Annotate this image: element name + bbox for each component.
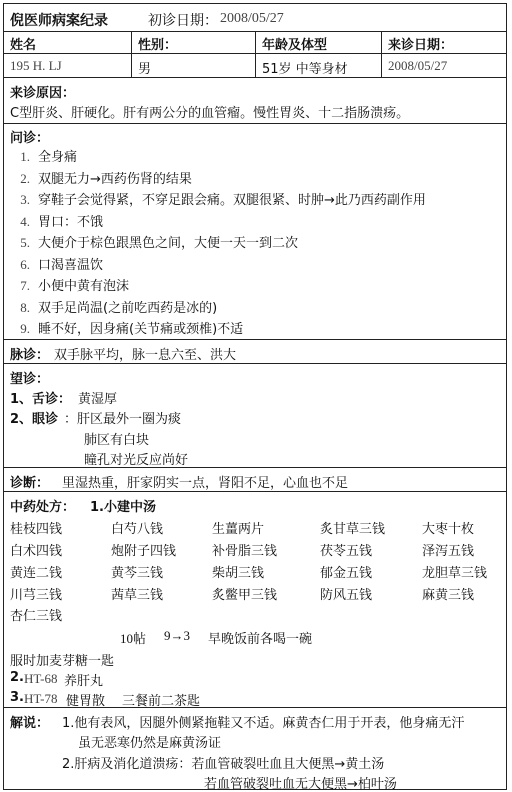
herb-item: 川芎三钱 [10,588,63,603]
list-item: 7. 小便中黄有泡沫 [20,278,130,294]
herb-item: 桂枝四钱 [10,522,63,537]
reason-label: 来诊原因： [10,86,76,101]
p3-code: HT-78 [24,691,58,706]
p2-name: 养肝丸 [64,674,104,689]
observation-label: 望诊： [10,372,50,387]
p3-note: 三餐前二茶匙 [122,694,201,709]
formula-name: 1.小建中汤 [90,500,156,515]
herb-item: 大枣十枚 [422,522,475,537]
p3-number: 3. [10,690,24,705]
herb-item: 黄连二钱 [10,566,63,581]
eye-line: 瞳孔对光反应尚好 [84,453,189,468]
list-item: 3. 穿鞋子会觉得紧，不穿足跟会痛。双腿很紧、时肿→此乃西药副作用 [20,192,426,208]
age-build-header: 年龄及体型 [256,32,382,53]
p2-number: 2. [10,670,24,685]
herb-item: 茜草三钱 [111,588,164,603]
herb-item: 生薑两片 [212,522,265,537]
explanation-line: 若血管破裂吐血无大便黑→柏叶汤 [204,777,397,792]
info-value-row [3,53,507,77]
pulse-text: 双手脉平均，脉一息六至、洪大 [54,348,237,363]
list-item: 6. 口渴喜温饮 [20,256,104,273]
eye-line: ：肝区最外一圈为痰 [64,412,182,427]
gender-header: 性别： [132,32,256,53]
dose-days: 9→3 [164,628,190,643]
tongue-text: 黄湿厚 [78,392,118,407]
explanation-line: 1.他有表风，因腿外侧紧拖鞋又不适。麻黄杏仁用于开表，他身痛无汗 [62,716,465,731]
tongue-label: 1、舌诊： [10,392,72,407]
herb-item: 麻黄三钱 [422,588,475,603]
pulse-label: 脉诊： [10,348,50,363]
prescription-section [3,491,507,707]
dose-note: 早晚饭前各喝一碗 [208,632,313,647]
visit-date-value: 2008/05/27 [388,58,448,73]
list-item: 1. 全身痛 [20,149,78,165]
diagnosis-text: 里湿热重，肝家阴实一点，肾阳不足，心血也不足 [62,476,349,491]
info-header-row [3,31,507,53]
visit-date-header: 来诊日期： [388,38,454,53]
diagnosis-label: 诊断： [10,476,50,491]
diagnosis-section [3,467,507,491]
explanation-line: 2.肝病及消化道溃疡：若血管破裂吐血且大便黑→黄土汤 [62,757,385,772]
herb-item: 炙甘草三钱 [320,522,386,537]
dose-count: 10帖 [120,631,147,646]
herb-item: 茯苓五钱 [320,544,373,559]
list-item: 9. 睡不好，因身痛(关节痛或颈椎)不适 [20,321,244,337]
inquiry-section [3,123,507,339]
herb-item: 炙鳖甲三钱 [212,588,278,603]
herb-item: 补骨脂三钱 [212,544,278,559]
patient-id: 195 H. LJ [4,54,132,77]
title-row [3,3,507,31]
herb-item: 白芍八钱 [111,522,164,537]
eye-line: 肺区有白块 [84,433,150,448]
prescription-label: 中药处方： [10,500,76,515]
eye-label: 2、眼诊 [10,412,59,427]
herb-item: 龙胆草三钱 [422,566,488,581]
herb-item: 郁金五钱 [320,566,373,581]
herb-item: 杏仁三钱 [10,609,63,624]
explanation-section [3,707,507,790]
extra-note: 服时加麦芽糖一匙 [10,654,115,669]
observation-section [3,363,507,467]
first-visit-date: 2008/05/27 [220,11,284,26]
p3-name: 健胃散 [66,694,106,709]
age-build-value: 51岁 中等身材 [256,54,382,77]
case-record-page [3,3,509,790]
herb-item: 白术四钱 [10,544,63,559]
pulse-section [3,339,507,363]
inquiry-label: 问诊： [10,131,50,146]
list-item: 4. 胃口：不饿 [20,213,104,230]
list-item: 5. 大便介于棕色跟黑色之间，大便一天一到二次 [20,235,299,251]
herb-item: 炮附子四钱 [111,544,177,559]
name-header: 姓名 [4,32,132,53]
p2-code: HT-68 [24,671,58,686]
gender-value: 男 [132,54,256,77]
list-item: 2. 双腿无力→西药伤肾的结果 [20,170,192,187]
herb-item: 黄芩三钱 [111,566,164,581]
inquiry-list [4,146,426,340]
herb-item: 防风五钱 [320,588,373,603]
herb-item: 泽泻五钱 [422,544,475,559]
list-item: 8. 双手足尚温(之前吃西药是冰的) [20,299,218,316]
reason-text: C型肝炎、肝硬化。肝有两公分的血管瘤。慢性胃炎、十二指肠溃疡。 [10,106,410,121]
first-visit-label: 初诊日期： [148,13,218,29]
explanation-line: 虽无恶寒仍然是麻黄汤证 [78,736,222,751]
record-title: 倪医师病案纪录 [10,13,108,29]
reason-section [3,77,507,123]
herb-item: 柴胡三钱 [212,566,265,581]
explanation-label: 解说： [10,716,50,731]
